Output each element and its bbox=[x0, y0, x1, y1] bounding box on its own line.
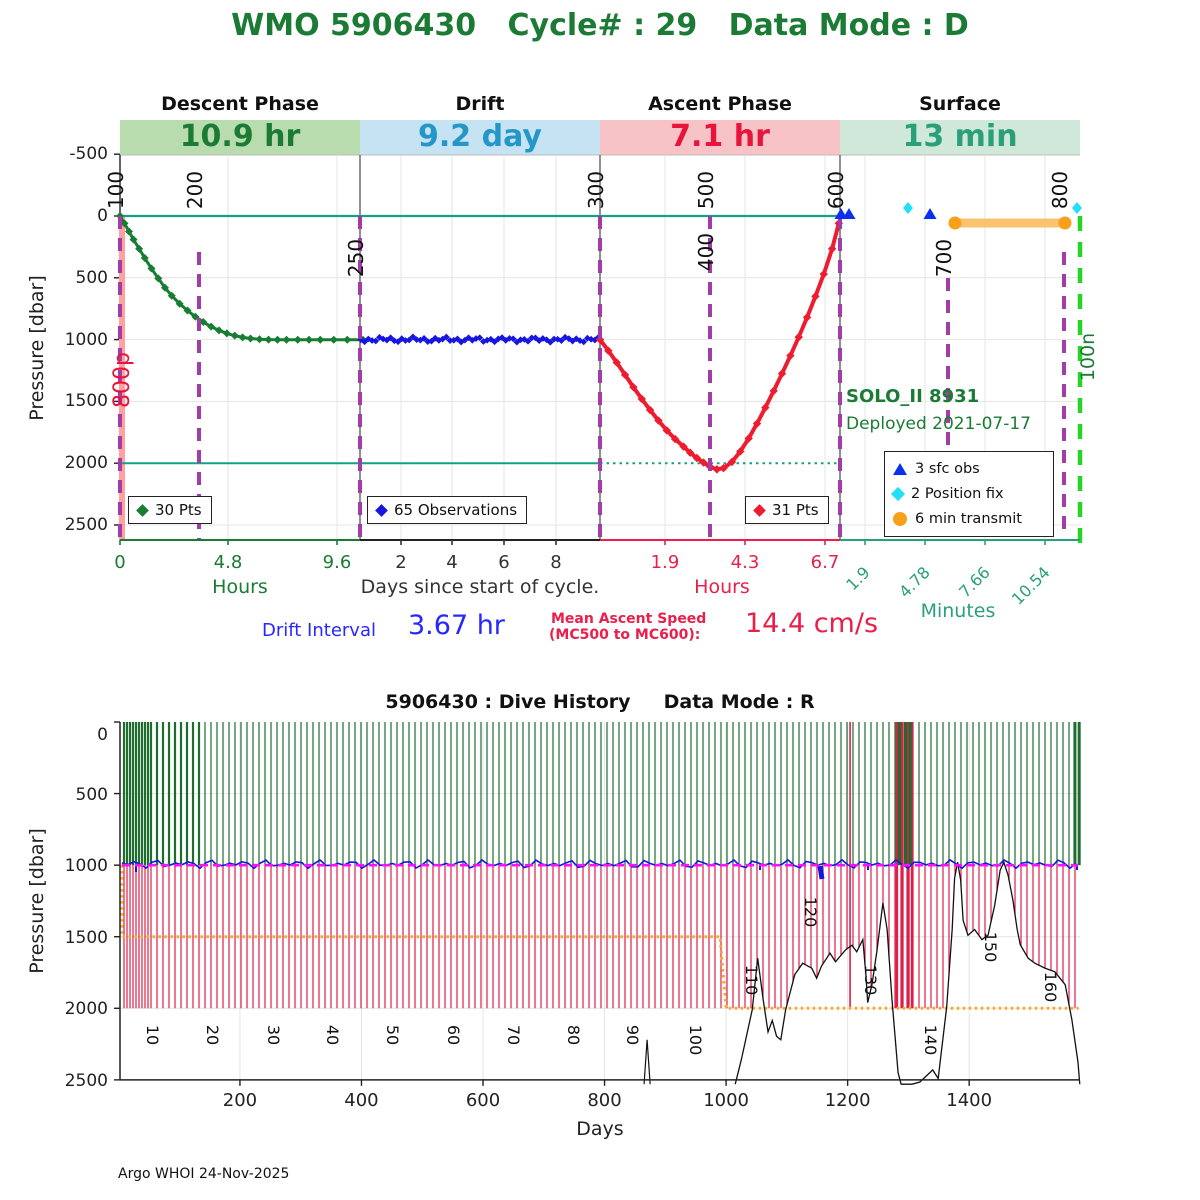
bottom-ytick-label: 1000 bbox=[64, 856, 108, 877]
transmit-label: 6 min transmit bbox=[915, 511, 1022, 528]
mc-label-600: 600 bbox=[824, 170, 848, 210]
descent-marker bbox=[265, 336, 273, 344]
tick-label-hours-ascent: 1.9 bbox=[650, 552, 680, 573]
next-cycle-label: 100n bbox=[1077, 332, 1099, 382]
bathymetry-spike bbox=[644, 1040, 650, 1084]
descent-marker bbox=[294, 336, 302, 344]
phase-duration: 9.2 day bbox=[418, 119, 542, 154]
descent-marker bbox=[256, 335, 264, 343]
tick-label-hours-descent: 4.8 bbox=[213, 552, 243, 573]
mc-label-100: 100 bbox=[104, 170, 128, 210]
phase-duration: 7.1 hr bbox=[670, 119, 770, 154]
bottom-ytick-label: 0 bbox=[97, 725, 108, 745]
cycle-label-150: 150 bbox=[981, 931, 1001, 963]
cycle-label-140: 140 bbox=[921, 1024, 941, 1056]
mc-label-700: 700 bbox=[932, 238, 956, 278]
cycle-label-70: 70 bbox=[504, 1024, 524, 1046]
position-fix-marker bbox=[1072, 202, 1082, 214]
tick-label-minutes-surface: 7.66 bbox=[955, 562, 994, 602]
position-fix-diamond-icon bbox=[891, 487, 905, 501]
sfc-obs-label: 3 sfc obs bbox=[915, 460, 980, 477]
cycle-label-40: 40 bbox=[323, 1024, 343, 1046]
ascent-speed-label-2: (MC500 to MC600): bbox=[549, 627, 701, 643]
descent-marker bbox=[274, 336, 282, 344]
legend-descent bbox=[128, 496, 212, 524]
park-pressure-label: 800p bbox=[109, 352, 135, 408]
bottom-xtick-label: 200 bbox=[222, 1089, 258, 1111]
drift-diamond-icon bbox=[375, 504, 388, 517]
bottom-xaxis-name: Days bbox=[576, 1117, 624, 1140]
descent-marker bbox=[283, 336, 291, 344]
cycle-label-60: 60 bbox=[444, 1024, 464, 1046]
top-ytick-label: 2500 bbox=[64, 515, 108, 535]
descent-marker bbox=[316, 336, 324, 344]
top-ytick-label: 500 bbox=[75, 267, 108, 288]
bottom-ytick-label: 500 bbox=[75, 784, 108, 805]
bottom-ytick-label: 2500 bbox=[64, 1070, 108, 1091]
top-ytick-label: 1000 bbox=[64, 329, 108, 350]
phase-header: Ascent Phase bbox=[648, 93, 792, 115]
tick-label-minutes-surface: 4.78 bbox=[895, 562, 934, 602]
ascent-diamond-icon bbox=[753, 504, 766, 517]
axis-name-hours-descent: Hours bbox=[212, 576, 268, 598]
descent-marker bbox=[305, 336, 313, 344]
legend-drift bbox=[367, 496, 527, 524]
phase-header: Descent Phase bbox=[161, 93, 319, 115]
deployed-annotation: Deployed 2021-07-17 bbox=[846, 414, 1031, 434]
tick-label-hours-ascent: 6.7 bbox=[810, 552, 840, 573]
drift-interval-value: 3.67 hr bbox=[408, 610, 505, 641]
axis-name-hours-ascent: Hours bbox=[694, 576, 750, 598]
legend-drift-label: 65 Observations bbox=[394, 501, 518, 519]
mc-label-250: 250 bbox=[344, 238, 368, 278]
ascent-speed-label-1: Mean Ascent Speed bbox=[551, 611, 707, 627]
tick-label-minutes-surface: 1.9 bbox=[842, 562, 874, 595]
descent-diamond-icon bbox=[136, 504, 149, 517]
cycle-label-100: 100 bbox=[686, 1024, 706, 1056]
ascent-line bbox=[600, 223, 839, 469]
legend-descent-label: 30 Pts bbox=[155, 501, 202, 519]
drift-interval-label: Drift Interval bbox=[262, 620, 376, 641]
phase-duration: 13 min bbox=[902, 119, 1018, 154]
phase-header: Drift bbox=[455, 93, 505, 115]
cycle-label-80: 80 bbox=[564, 1024, 584, 1046]
position-fix-marker bbox=[903, 202, 913, 214]
cycle-label-120: 120 bbox=[801, 896, 821, 928]
legend-row-position-fix bbox=[893, 481, 1045, 506]
bottom-ytick-label: 2000 bbox=[64, 999, 108, 1020]
footer-credit: Argo WHOI 24-Nov-2025 bbox=[118, 1166, 290, 1182]
tick-label-hours-descent: 9.6 bbox=[322, 552, 352, 573]
cycle-label-90: 90 bbox=[623, 1024, 643, 1046]
float-id-annotation: SOLO_II 8931 bbox=[846, 386, 980, 407]
tick-label-hours-descent: 0 bbox=[114, 552, 126, 573]
tick-label-days-drift: 2 bbox=[395, 552, 407, 573]
transmit-circle-icon bbox=[893, 512, 907, 526]
legend-row-sfc-obs bbox=[893, 456, 1045, 481]
top-ytick-label: 0 bbox=[97, 206, 108, 226]
phase-duration: 10.9 hr bbox=[179, 119, 301, 154]
cycle-label-20: 20 bbox=[203, 1024, 223, 1046]
top-ytick-label: 1500 bbox=[64, 391, 108, 412]
tick-label-days-drift: 6 bbox=[498, 552, 510, 573]
cycle-label-130: 130 bbox=[861, 964, 881, 996]
cycle-label-30: 30 bbox=[264, 1024, 284, 1046]
top-chart-ylabel: Pressure [dbar] bbox=[26, 275, 48, 421]
legend-ascent bbox=[745, 496, 829, 524]
bottom-xtick-label: 600 bbox=[465, 1089, 501, 1111]
tick-label-minutes-surface: 10.54 bbox=[1007, 562, 1054, 609]
position-fix-label: 2 Position fix bbox=[911, 485, 1004, 502]
mc-label-500: 500 bbox=[694, 170, 718, 210]
bottom-xtick-label: 1000 bbox=[703, 1089, 749, 1111]
axis-name-days-drift: Days since start of cycle. bbox=[360, 576, 600, 598]
bottom-xtick-label: 1400 bbox=[946, 1089, 993, 1111]
surface-legend bbox=[884, 451, 1054, 537]
top-ytick-label: 2000 bbox=[64, 453, 108, 474]
bottom-xtick-label: 400 bbox=[344, 1089, 379, 1111]
descent-marker bbox=[223, 329, 231, 337]
sfc-obs-triangle-icon bbox=[893, 463, 907, 475]
ascent-speed-value: 14.4 cm/s bbox=[745, 608, 879, 639]
bottom-chart-title: 5906430 : Dive History Data Mode : R bbox=[385, 691, 815, 713]
bottom-chart-ylabel: Pressure [dbar] bbox=[26, 828, 48, 974]
cycle-label-110: 110 bbox=[742, 964, 762, 996]
legend-row-transmit bbox=[893, 507, 1045, 532]
cycle-label-160: 160 bbox=[1041, 971, 1061, 1003]
legend-ascent-label: 31 Pts bbox=[772, 501, 819, 519]
descent-marker bbox=[343, 336, 351, 344]
tick-label-days-drift: 8 bbox=[550, 552, 562, 573]
cycle-label-10: 10 bbox=[143, 1024, 163, 1046]
mc-label-800: 800 bbox=[1048, 170, 1072, 210]
top-ytick-label: -500 bbox=[69, 144, 108, 165]
descent-marker bbox=[247, 334, 255, 342]
descent-marker bbox=[231, 332, 239, 340]
page-title: WMO 5906430 Cycle# : 29 Data Mode : D bbox=[231, 8, 969, 43]
mc-label-400: 400 bbox=[694, 232, 718, 272]
bottom-xtick-label: 1200 bbox=[824, 1089, 871, 1111]
bottom-ytick-label: 1500 bbox=[64, 927, 108, 948]
tick-label-hours-ascent: 4.3 bbox=[730, 552, 760, 573]
bottom-xtick-label: 800 bbox=[587, 1089, 622, 1111]
mc-label-300: 300 bbox=[584, 170, 608, 210]
tick-label-days-drift: 4 bbox=[446, 552, 458, 573]
phase-header: Surface bbox=[919, 93, 1001, 115]
mc-label-200: 200 bbox=[183, 170, 207, 210]
cycle-label-50: 50 bbox=[383, 1024, 403, 1046]
descent-marker bbox=[239, 333, 247, 341]
axis-name-minutes-surface: Minutes bbox=[920, 600, 996, 622]
